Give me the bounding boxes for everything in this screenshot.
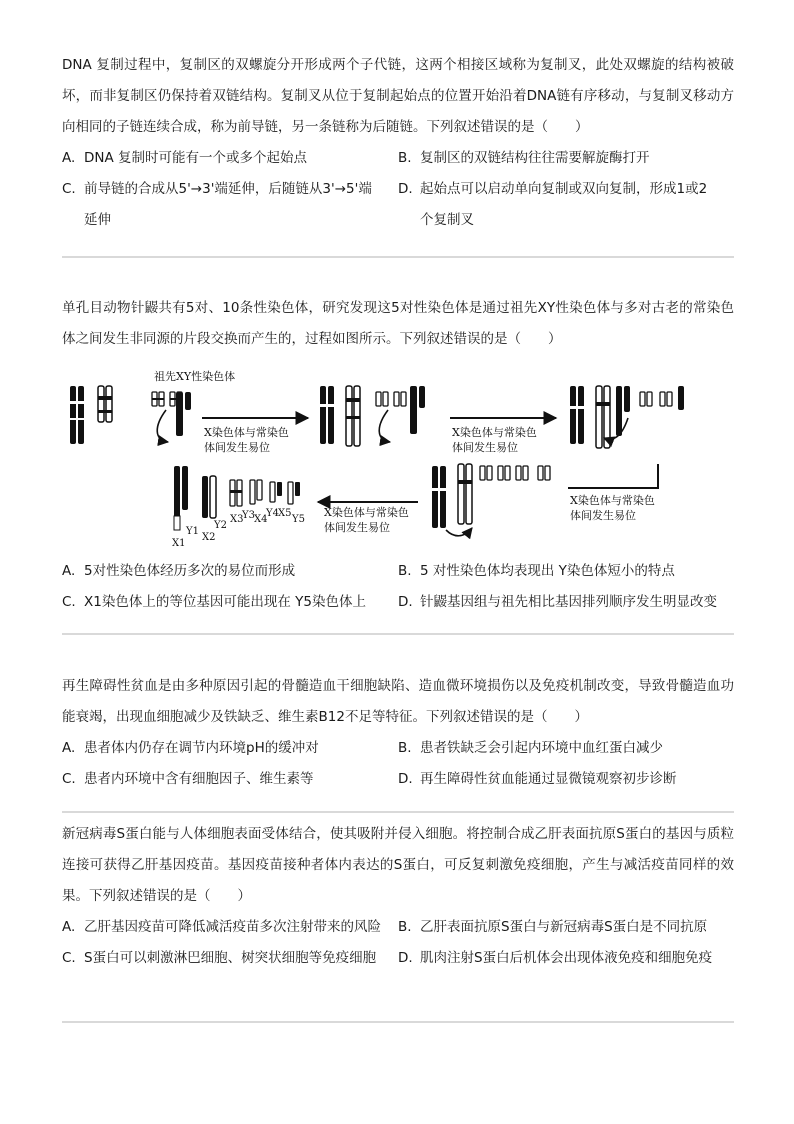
- option-label: A.: [62, 740, 76, 756]
- option-a[interactable]: [62, 556, 392, 587]
- option-label: B.: [398, 150, 412, 166]
- option-c[interactable]: [62, 587, 392, 618]
- option-text: 乙肝表面抗原S蛋白与新冠病毒S蛋白是不同抗原: [420, 919, 708, 935]
- option-b[interactable]: [398, 556, 734, 587]
- option-text: 前导链的合成从5'→3'端延伸，后随链从3'→5'端延伸: [84, 181, 372, 228]
- option-text: 再生障碍性贫血能通过显微镜观察初步诊断: [420, 771, 677, 787]
- question-4: [62, 819, 734, 974]
- question-3-options: [62, 733, 734, 795]
- option-d[interactable]: [398, 764, 734, 795]
- question-3: [62, 671, 734, 795]
- question-1-stem: DNA 复制过程中，复制区的双螺旋分开形成两个子代链，这两个相接区域称为复制叉，此处双螺旋的结构被破坏，而非复制区仍保持着双链结构。复制叉从位于复制起始点的位置开始沿着DNA链有序移动，与复制叉移动方向相同的子链连续合成，称为前导链，另一条链称为后随链。下列叙述错误的是（ ）: [62, 57, 734, 135]
- option-label: A.: [62, 563, 76, 579]
- option-text: DNA 复制时可能有一个或多个起始点: [84, 150, 308, 166]
- option-c[interactable]: [62, 764, 392, 795]
- option-text: 乙肝基因疫苗可降低减活疫苗多次注射带来的风险: [84, 919, 381, 935]
- option-c[interactable]: [62, 943, 398, 974]
- arrow-3-label-line2: 体间发生易位: [570, 509, 636, 522]
- option-label: D.: [398, 771, 413, 787]
- figure-svg: [62, 356, 734, 556]
- divider: [62, 1021, 734, 1023]
- option-b[interactable]: [398, 733, 734, 764]
- option-label: D.: [398, 181, 413, 197]
- option-label: D.: [398, 950, 413, 966]
- chromosome-group-step3: [432, 464, 550, 536]
- option-text: 针鼹基因组与祖先相比基因排列顺序发生明显改变: [420, 594, 717, 610]
- question-2-stem: 单孔目动物针鼹共有5对、10条性染色体，研究发现这5对性染色体是通过祖先XY性染色体与多对古老的常染色体之间发生非同源的片段交换而产生的，过程如图所示。下列叙述错误的是（ ）: [62, 300, 734, 347]
- option-label: C.: [62, 950, 76, 966]
- label-y2: Y2: [214, 520, 227, 531]
- question-2: [62, 293, 734, 355]
- question-3-stem: 再生障碍性贫血是由多种原因引起的骨髓造血干细胞缺陷、造血微环境损伤以及免疫机制改变，导致骨髓造血功能衰竭，出现血细胞减少及铁缺乏、维生素B12不足等特征。下列叙述错误的是（ ）: [62, 678, 734, 725]
- option-text: 复制区的双链结构往往需要解旋酶打开: [420, 150, 650, 166]
- label-x2: X2: [202, 532, 216, 543]
- option-label: D.: [398, 594, 413, 610]
- chromosome-labels: [172, 508, 305, 549]
- option-d[interactable]: [398, 174, 712, 236]
- option-label: A.: [62, 919, 76, 935]
- label-y3: Y3: [242, 510, 255, 521]
- option-text: X1染色体上的等位基因可能出现在 Y5染色体上: [84, 594, 366, 610]
- option-text: 起始点可以启动单向复制或双向复制，形成1或2个复制叉: [420, 181, 708, 228]
- divider: [62, 256, 734, 258]
- option-text: 患者体内仍存在调节内环境pH的缓冲对: [84, 740, 319, 756]
- question-2-options: [62, 556, 734, 618]
- chromosome-group-step2: [570, 386, 684, 448]
- option-text: 5 对性染色体均表现出 Y染色体短小的特点: [420, 563, 675, 579]
- option-label: B.: [398, 740, 412, 756]
- label-x3: X3: [230, 514, 244, 525]
- arrow-2-label-line2: 体间发生易位: [452, 441, 518, 454]
- label-y5: Y5: [292, 514, 305, 525]
- arrow-2-label-line1: X染色体与常染色: [452, 426, 537, 439]
- option-label: B.: [398, 563, 412, 579]
- label-x1: X1: [172, 538, 186, 549]
- option-label: C.: [62, 594, 76, 610]
- arrow-down-connector: [568, 464, 658, 488]
- arrow-4-label-line1: X染色体与常染色: [324, 506, 409, 519]
- arrow-4-label-line2: 体间发生易位: [324, 521, 390, 534]
- option-label: C.: [62, 771, 76, 787]
- translocation-figure: [62, 356, 734, 556]
- option-text: 患者铁缺乏会引起内环境中血红蛋白减少: [420, 740, 663, 756]
- arrow-3-label-line1: X染色体与常染色: [570, 494, 655, 507]
- arrow-1-label-line1: X染色体与常染色: [204, 426, 289, 439]
- question-4-stem: 新冠病毒S蛋白能与人体细胞表面受体结合，使其吸附并侵入细胞。将控制合成乙肝表面抗原S蛋白的基因与质粒连接可获得乙肝基因疫苗。基因疫苗接种者体内表达的S蛋白，可反复刺激免疫细胞，产生与减活疫苗同样的效果。下列叙述错误的是（ ）: [62, 826, 734, 904]
- divider: [62, 811, 734, 813]
- question-2-options-block: [62, 556, 734, 618]
- option-text: S蛋白可以刺激淋巴细胞、树突状细胞等免疫细胞: [84, 950, 377, 966]
- option-a[interactable]: [62, 143, 382, 174]
- question-1-options: [62, 143, 734, 237]
- option-text: 5对性染色体经历多次的易位而形成: [84, 563, 296, 579]
- option-a[interactable]: [62, 912, 398, 943]
- label-y4: Y4: [266, 508, 279, 519]
- option-label: C.: [62, 181, 76, 197]
- arrow-1-label-line2: 体间发生易位: [204, 441, 270, 454]
- chromosome-group-step1: [320, 386, 425, 446]
- question-4-options: [62, 912, 734, 974]
- option-text: 肌肉注射S蛋白后机体会出现体液免疫和细胞免疫: [420, 950, 713, 966]
- label-x5: X5: [278, 508, 292, 519]
- option-c[interactable]: [62, 174, 382, 236]
- option-a[interactable]: [62, 733, 392, 764]
- option-label: B.: [398, 919, 412, 935]
- chromosome-group-ancestor: [70, 386, 191, 444]
- option-label: A.: [62, 150, 76, 166]
- option-b[interactable]: [398, 143, 734, 174]
- option-d[interactable]: [398, 943, 734, 974]
- option-d[interactable]: [398, 587, 734, 618]
- question-1: [62, 50, 734, 237]
- option-b[interactable]: [398, 912, 734, 943]
- divider: [62, 633, 734, 635]
- option-text: 患者内环境中含有细胞因子、维生素等: [84, 771, 314, 787]
- label-y1: Y1: [186, 526, 199, 537]
- label-x4: X4: [254, 514, 268, 525]
- ancestor-label: 祖先XY性染色体: [154, 370, 236, 383]
